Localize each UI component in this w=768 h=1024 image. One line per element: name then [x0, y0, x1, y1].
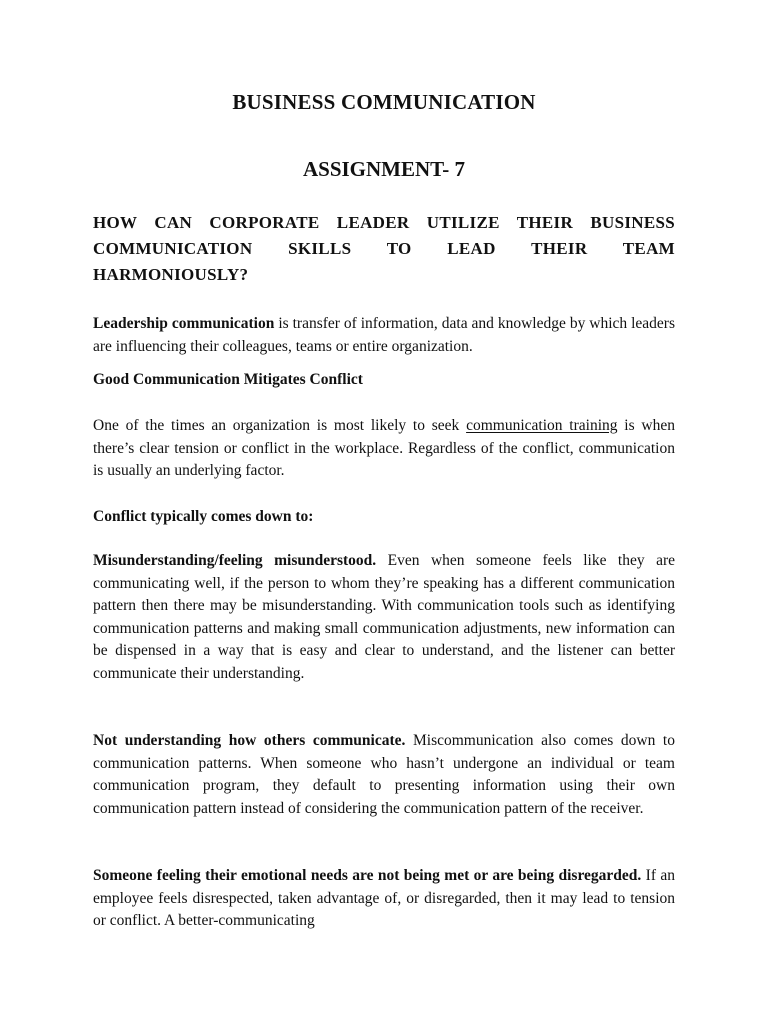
- communication-training-link[interactable]: communication training: [466, 417, 618, 434]
- conflict-heading: Conflict typically comes down to:: [93, 508, 314, 525]
- intro-text: is transfer of information, data and knowledge by which leaders are influencing their colleagues, teams or entire organization.: [93, 315, 675, 355]
- point-2-term: Not understanding how others communicate.: [93, 732, 406, 749]
- assignment-heading: ASSIGNMENT- 7: [302, 157, 465, 181]
- point-2-text: Miscommunication also comes down to communication patterns. When someone who hasn’t undergone an individual or team communication program, they default to presenting information using their own communication pattern instead of considering the communication pattern of the receiver.: [93, 732, 675, 817]
- section-heading: Good Communication Mitigates Conflict: [93, 371, 363, 388]
- intro-paragraph: [93, 313, 675, 358]
- point-2-paragraph: [93, 730, 675, 820]
- intro-term: Leadership communication: [93, 315, 275, 332]
- paragraph-1: [93, 415, 675, 483]
- point-3-paragraph: [93, 865, 675, 933]
- document-title: BUSINESS COMMUNICATION: [232, 90, 536, 114]
- point-1-text: Even when someone feels like they are communicating well, if the person to whom they’re speaking has a different communication pattern then there may be misunderstanding. With communication tools such as identifying communication patterns and making small communication adjustments, new information can be dispensed in a way that is easy and clear to understand, and the listener can better communicate their understanding.: [93, 552, 675, 682]
- document-page: [93, 0, 675, 1024]
- point-1-term: Misunderstanding/feeling misunderstood.: [93, 552, 377, 569]
- point-3-term: Someone feeling their emotional needs are not being met or are being disregarded.: [93, 867, 642, 884]
- paragraph-1-after: is when there’s clear tension or conflict in the workplace. Regardless of the conflict, communication is usually an underlying factor.: [93, 417, 675, 480]
- point-3-text: If an employee feels disrespected, taken advantage of, or disregarded, then it may lead to tension or conflict. A better-communicating: [93, 867, 676, 930]
- question-heading: HOW CAN CORPORATE LEADER UTILIZE THEIR BUSINESS COMMUNICATION SKILLS TO LEAD THEIR TEAM HARMONIOUSLY?: [93, 213, 675, 284]
- point-1-paragraph: [93, 550, 675, 686]
- paragraph-1-before: One of the times an organization is most likely to seek: [93, 417, 467, 434]
